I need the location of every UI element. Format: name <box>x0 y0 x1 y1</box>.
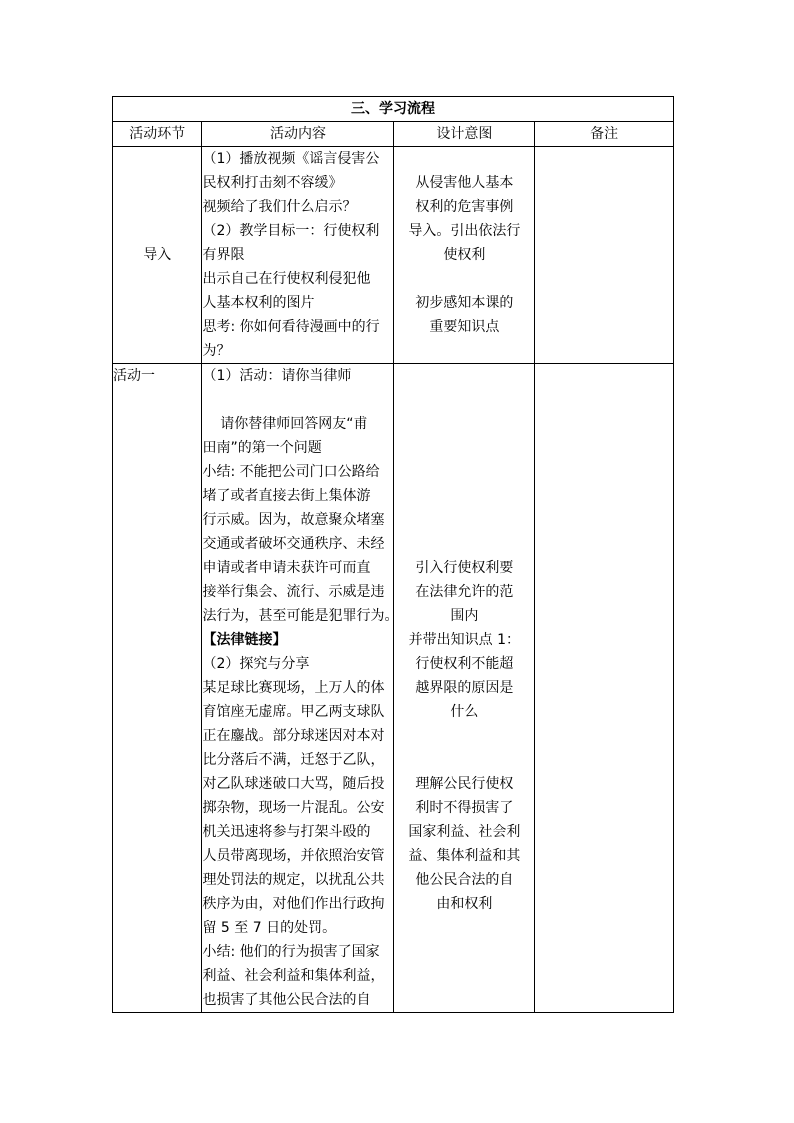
content-line: 利益、社会利益和集体利益， <box>202 968 385 984</box>
content-line: 为？ <box>202 343 231 359</box>
content-line: 小结: 他们的行为损害了国家 <box>202 944 380 960</box>
intent-line: 行使权利不能超 <box>415 656 514 672</box>
content-line: （2）探究与分享 <box>202 656 310 672</box>
intent-line: 他公民合法的自 <box>415 872 514 888</box>
content-line: 也损害了其他公民合法的自 <box>202 992 371 1008</box>
content-line: 小结: 不能把公司门口公路给 <box>202 464 380 480</box>
content-line: （2）教学目标一：行使权利 <box>202 223 380 239</box>
content-line: 育馆座无虚席。甲乙两支球队 <box>202 704 385 720</box>
stage-activity-1: 活动一 <box>113 364 202 1013</box>
content-line: 正在鏖战。部分球迷因对本对 <box>202 728 385 744</box>
intent-line: 什么 <box>450 704 479 720</box>
content-line: 有界限 <box>202 247 245 263</box>
content-line: 机关迅速将参与打架斗殴的 <box>202 824 371 840</box>
stage-intro: 导入 <box>113 147 202 364</box>
content-line: 对乙队球迷破口大骂，随后投 <box>202 776 385 792</box>
intent-intro <box>394 147 535 364</box>
content-line: 交通或者破坏交通秩序、未经 <box>202 536 385 552</box>
content-line: 民权利打击刻不容缓》 <box>202 175 343 191</box>
table-row <box>113 364 674 1013</box>
content-line: 出示自己在行使权利侵犯他 <box>202 271 371 287</box>
intent-line: 理解公民行使权 <box>415 776 514 792</box>
content-line: （1）播放视频《谣言侵害公 <box>202 151 380 167</box>
header-note: 备注 <box>535 122 674 147</box>
intent-line: 从侵害他人基本 <box>415 175 514 191</box>
content-line: 接举行集会、流行、示威是违 <box>202 584 385 600</box>
content-line: 人基本权利的图片 <box>202 295 315 311</box>
intent-line: 初步感知本课的 <box>415 295 514 311</box>
intent-line: 利时不得损害了 <box>415 800 514 816</box>
intent-activity-1 <box>394 364 535 1013</box>
header-content: 活动内容 <box>202 122 394 147</box>
intent-line: 使权利 <box>443 247 486 263</box>
content-line: 秩序为由，对他们作出行政拘 <box>202 896 385 912</box>
content-line: 比分落后不满，迁怒于乙队， <box>202 752 385 768</box>
intent-line: 在法律允许的范 <box>415 584 514 600</box>
intent-line: 益、集体利益和其 <box>408 848 521 864</box>
content-activity-1 <box>202 364 399 1013</box>
learning-flow-table <box>112 96 674 1013</box>
table-header-row <box>113 122 674 147</box>
content-intro <box>202 147 394 364</box>
section-title: 三、学习流程 <box>113 97 674 122</box>
intent-line: 引入行使权利要 <box>415 560 514 576</box>
content-line: 留 5 至 7 日的处罚。 <box>202 920 337 936</box>
header-intent: 设计意图 <box>394 122 535 147</box>
intent-line: 并带出知识点 1： <box>408 632 521 648</box>
intent-line: 由和权利 <box>436 896 493 912</box>
intent-line: 重要知识点 <box>429 319 500 335</box>
content-line: 行示威。因为，故意聚众堵塞 <box>202 512 385 528</box>
intent-line: 国家利益、社会利 <box>408 824 521 840</box>
header-stage: 活动环节 <box>113 122 202 147</box>
content-line: 请你替律师回答网友“甫 <box>202 416 368 432</box>
content-line: 视频给了我们什么启示？ <box>202 199 357 215</box>
intent-line: 权利的危害事例 <box>415 199 514 215</box>
content-line: 法行为，甚至可能是犯罪行为。 <box>202 608 399 624</box>
content-line: 【法律链接】 <box>202 632 287 648</box>
content-line: 掷杂物，现场一片混乱。公安 <box>202 800 385 816</box>
content-line: 某足球比赛现场，上万人的体 <box>202 680 385 696</box>
content-line: 人员带离现场，并依照治安管 <box>202 848 385 864</box>
content-line: 理处罚法的规定，以扰乱公共 <box>202 872 385 888</box>
table-row <box>113 147 674 364</box>
content-line: 思考: 你如何看待漫画中的行 <box>202 319 380 335</box>
content-line: 田南”的第一个问题 <box>202 440 322 456</box>
intent-line: 导入。引出依法行 <box>408 223 521 239</box>
note-intro <box>535 147 674 364</box>
content-line: （1）活动：请你当律师 <box>202 368 352 384</box>
note-activity-1 <box>535 364 674 1013</box>
intent-line: 越界限的原因是 <box>415 680 514 696</box>
content-line: 堵了或者直接去街上集体游 <box>202 488 371 504</box>
content-line: 申请或者申请未获许可而直 <box>202 560 371 576</box>
intent-line: 围内 <box>450 608 479 624</box>
